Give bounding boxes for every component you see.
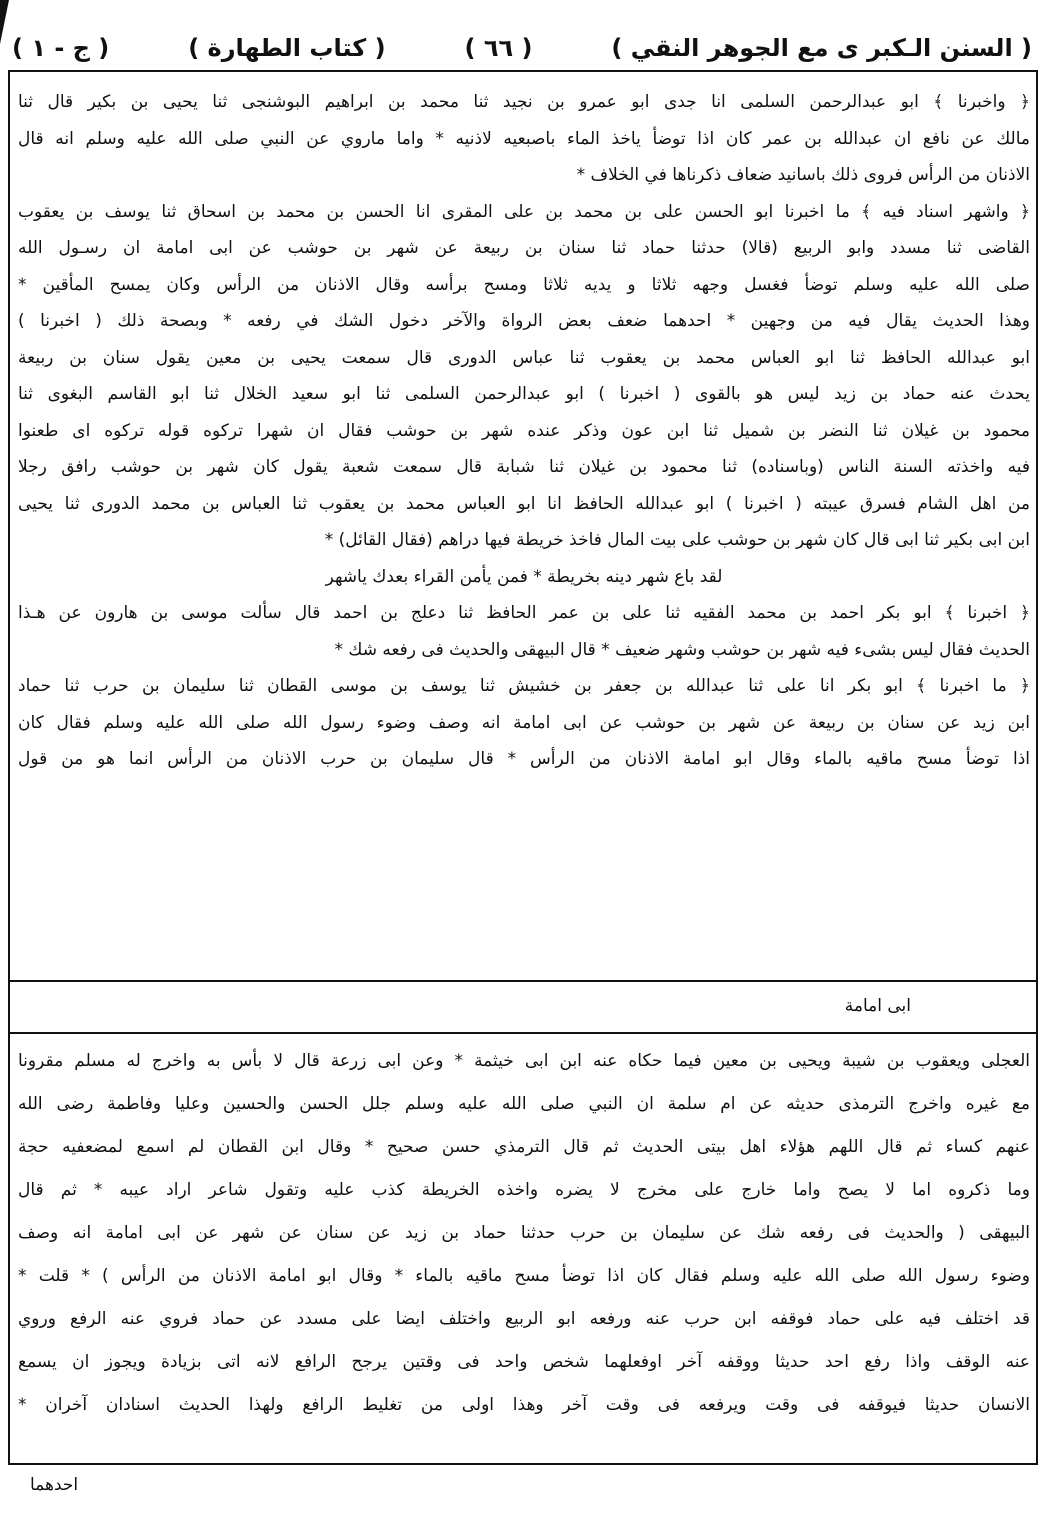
main-line: ابن ابى بكير ثنا ابى قال كان شهر بن حوشب على بيت المال فاخذ خريطة فيها دراهم (فقال القائل) * [324,530,1030,550]
main-text [18,84,1030,778]
commentary-line: مع غيره واخرج الترمذى حديثه عن ام سلمة ان النبي صلى الله عليه وسلم جلل الحسن والحسين وعليا وفاطمة رضى الله [18,1094,1030,1114]
commentary-line: وضوء رسول الله صلى الله عليه وسلم فقال كان اذا توضأ مسح ماقيه بالماء * وقال ابو امامة الاذنان من الرأس ) * قلت * [18,1266,1030,1286]
main-line: القاضى ثنا مسدد وابو الربيع (قالا) حدثنا حماد ثنا سنان بن ربيعة عن شهر بن حوشب عن ابى امامة ان رسـول الله [18,238,1030,258]
main-line: اذا توضأ مسح ماقيه بالماء وقال ابو امامة الاذنان من الرأس * قال سليمان بن حرب الاذنان من الرأس انما هو من قول [18,749,1030,769]
commentary-line: الانسان حديثا فيوقفه فى وقت ويرفعه فى وقت آخر وهذا اولى من تغليط الرافع ولهذا الحديث اسنادان آخران * [18,1395,1030,1415]
main-line: فيه واخذته السنة الناس (وباسناده) ثنا محمود بن غيلان ثنا شبابة قال سمعت شعبة يقول كان شهر بن حوشب رافق رجلا [18,457,1030,477]
main-line: مالك عن نافع ان عبدالله بن عمر كان اذا توضأ ياخذ الماء باصبعيه لاذنيه * واما ماروي عن النبي صلى الله عليه وسلم انه قال [18,128,1030,149]
main-line: ابو عبدالله الحافظ ثنا ابو العباس محمد بن يعقوب ثنا عباس الدورى قال سمعت يحيى بن معين يقول سنان بن ربيعة [18,347,1030,368]
main-line: ﴿ ما اخبرنا ﴾ ابو بكر انا على ثنا عبدالله بن جعفر بن خشيش ثنا يوسف بن موسى القطان ثنا سليمان بن حرب ثنا حماد [18,676,1030,696]
commentary-line: العجلى ويعقوب بن شيبة ويحيى بن معين فيما حكاه عنه ابن ابى خيثمة * وعن ابى زرعة قال لا بأس به واخرج له مسلم مقرونا [18,1051,1030,1071]
main-line: ﴿ واخبرنا ﴾ ابو عبدالرحمن السلمى انا جدى ابو عمرو بن نجيد ثنا محمد بن ابراهيم البوشنجى ثنا يحيى بن بكير قال ثنا [18,92,1030,112]
top-rule [8,70,1038,72]
main-line: الاذنان من الرأس فروى ذلك باسانيد ضعاف ذكرناها في الخلاف * [576,165,1030,185]
main-text-tail: ابى امامة [844,996,911,1016]
page-number: ( ٦٦ ) [464,34,533,62]
commentary-text [18,1040,1030,1427]
commentary-line: عنهم كساء ثم قال اللهم هؤلاء اهل بيتى الحديث ثم قال الترمذي حسن صحيح * وقال ابن القطان لم اسمع لمضعفيه حجة [18,1137,1030,1157]
main-line: ابن زيد عن سنان بن ربيعة عن شهر بن حوشب عن ابى امامة انه وصف وضوء رسول الله صلى الله عليه وسلم فقال كان [18,712,1030,733]
poetry-verse: لقد باع شهر دينه بخريطة * فمن يأمن القراء بعدك ياشهر [325,566,723,587]
main-line: يحدث عنه حماد بن زيد ليس هو بالقوى ( اخبرنا ) ابو عبدالرحمن السلمى ثنا ابو سعيد الخلال ثنا ابو القاسم البغوى ثنا [18,384,1030,404]
catchword: احدهما [30,1475,79,1495]
chapter-title: ( كتاب الطهارة ) [188,34,386,62]
main-line: من اهل الشام فسرق عيبته ( اخبرنا ) ابو عبدالله الحافظ انا ابو العباس محمد بن يعقوب ثنا العباس بن محمد الدورى ثنا يحيى [18,493,1030,514]
main-line: ﴿ واشهر اسناد فيه ﴾ ما اخبرنا ابو الحسن على بن محمد بن على المقرى انا الحسن بن محمد بن اسحاق ثنا يوسف بن يعقوب [18,201,1030,222]
commentary-line: البيهقى ( والحديث فى رفعه شك عن سليمان بن حرب حدثنا حماد بن زيد عن سنان عن شهر عن ابى امامة انه وصف [18,1223,1030,1243]
corner-mark [0,0,9,44]
page-header [12,28,1032,68]
volume-label: ( ج - ١ ) [12,34,110,62]
notes-top-rule [10,1032,1036,1034]
main-line: وهذا الحديث يقال فيه من وجهين * احدهما ضعف بعض الرواة والآخر دخول الشك في رفعه * وبصحة ذلك ( اخبرنا ) [18,311,1030,331]
main-line: ﴿ اخبرنا ﴾ ابو بكر احمد بن محمد الفقيه ثنا على بن عمر الحافظ ثنا دعلج بن احمد قال سألت موسى بن هارون عن هـذا [18,603,1030,623]
commentary-line: وما ذكروه اما لا يصح واما خارج على مخرج لا يضره واخذه الخريطة كذب عليه وتقول شاعر اراد عيبه * ثم قال [18,1180,1030,1200]
commentary-line: قد اختلف فيه على حماد فوقفه ابن حرب عنه ورفعه ابو الربيع واختلف ايضا على مسدد عن حماد فروي عنه الرفع وروي [18,1309,1030,1329]
main-line: محمود بن غيلان ثنا النضر بن شميل ثنا ابن عون وذكر عنده شهر بن حوشب فقال ان شهرا تركوه قوله تركوه اى طعنوا [18,420,1030,441]
main-line: الحديث فقال ليس بشىء فيه شهر بن حوشب وشهر ضعيف * قال البيهقى والحديث فى رفعه شك * [334,639,1030,660]
book-title: ( السنن الـكبر ى مع الجوهر النقي ) [611,34,1032,62]
commentary-line: عنه الوقف واذا رفع احد حديثا ووقفه آخر اوفعلهما شخص واحد فى وقتين يرجح الرافع لانه اتى بزيادة ويجوز ان يسمع [18,1352,1030,1372]
main-line: صلى الله عليه وسلم توضأ فغسل وجهه ثلاثا و يديه ثلاثا ومسح برأسه وقال الاذنان من الرأس وكان يمسح المأقين * [18,274,1030,295]
